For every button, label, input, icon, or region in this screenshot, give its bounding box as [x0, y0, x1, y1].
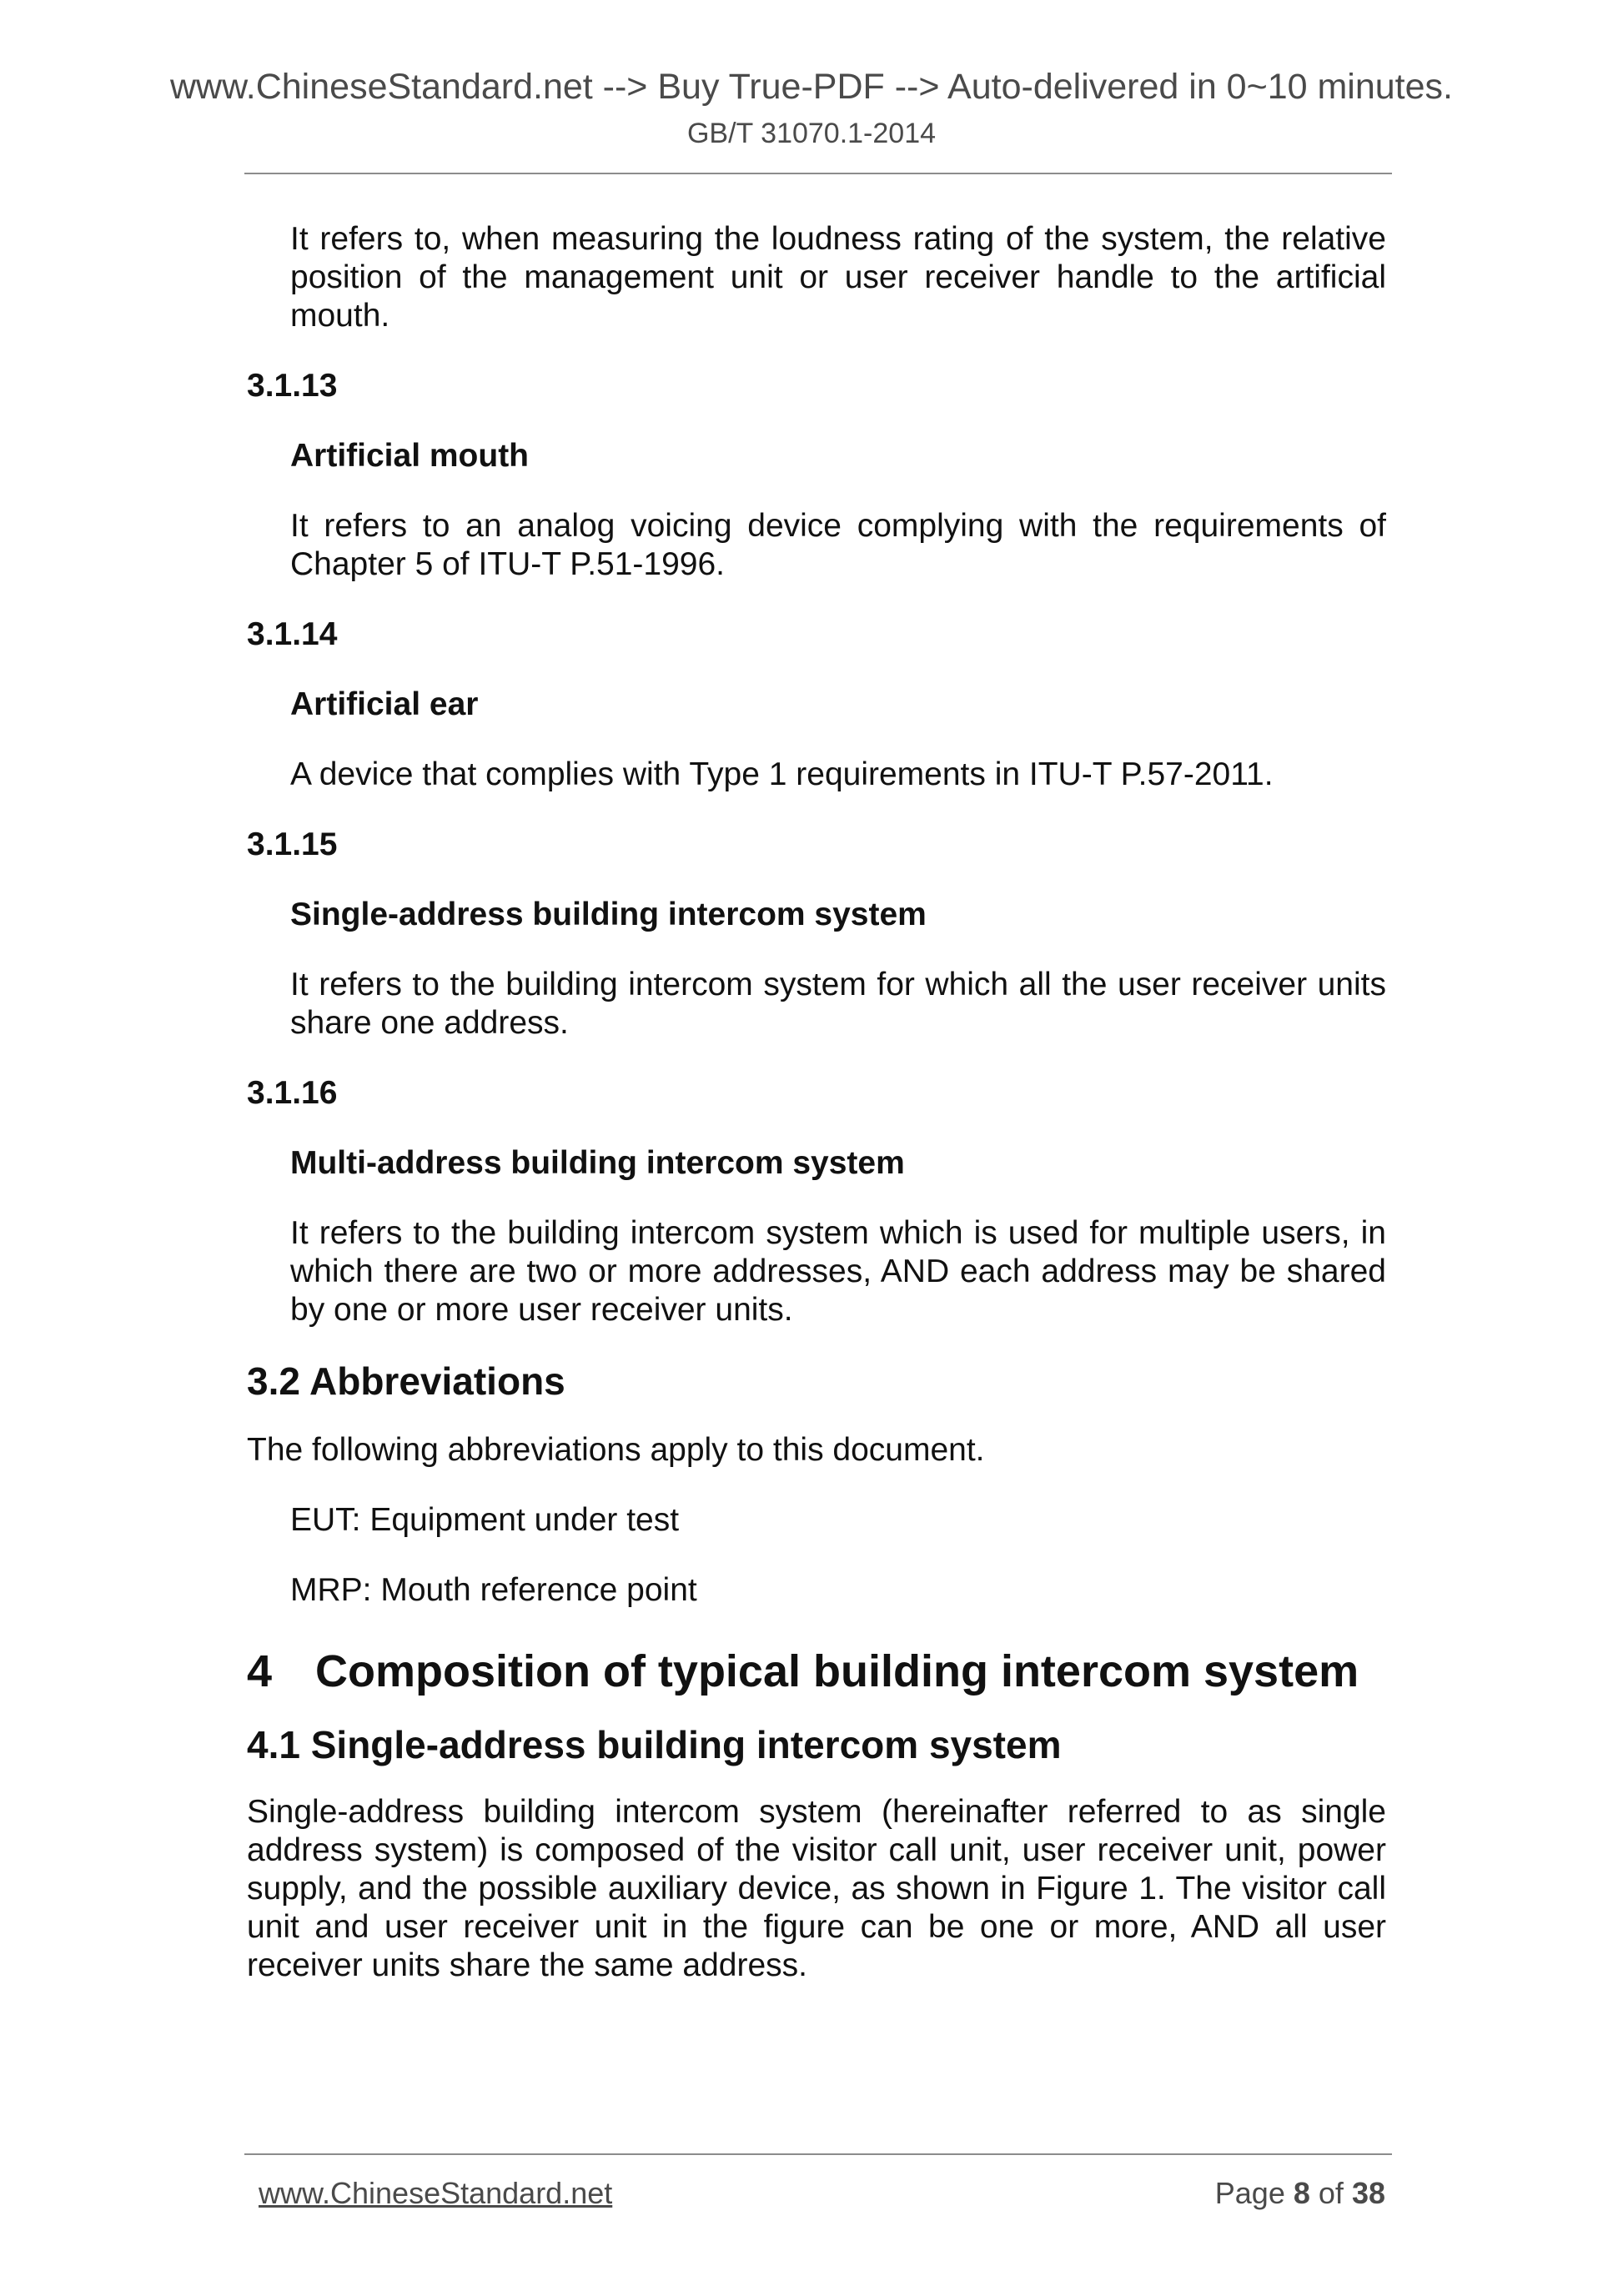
- page-current: 8: [1293, 2176, 1310, 2210]
- document-body: [247, 220, 1386, 1985]
- page-total: 38: [1351, 2176, 1385, 2210]
- header-divider: [244, 173, 1392, 174]
- footer-site-link[interactable]: www.ChineseStandard.net: [259, 2176, 613, 2210]
- section-title: Composition of typical building intercom system: [315, 1646, 1359, 1696]
- term-title: Single-address building intercom system: [290, 897, 927, 932]
- term-definition: It refers to the building intercom system for which all the user receiver units share one address.: [290, 967, 1386, 1041]
- term-number: 3.1.14: [247, 616, 338, 652]
- term-number: 3.1.15: [247, 826, 338, 862]
- abbreviation-item: EUT: Equipment under test: [290, 1502, 680, 1538]
- term-definition: A device that complies with Type 1 requirements in ITU-T P.57-2011.: [290, 756, 1274, 792]
- abbreviations-intro: The following abbreviations apply to this document.: [247, 1432, 985, 1468]
- page-of: of: [1318, 2176, 1344, 2210]
- page-indicator: [1215, 2175, 1385, 2212]
- header-standard-number: GB/T 31070.1-2014: [686, 118, 937, 149]
- abbreviation-item: MRP: Mouth reference point: [290, 1572, 697, 1608]
- term-definition: It refers to an analog voicing device complying with the requirements of Chapter 5 of ITU-T P.51-1996.: [290, 508, 1386, 582]
- continued-definition-paragraph: It refers to, when measuring the loudness rating of the system, the relative position of the management unit or user receiver handle to the artificial mouth.: [290, 221, 1386, 334]
- abbreviations-heading: 3.2 Abbreviations: [247, 1359, 565, 1403]
- term-definition: It refers to the building intercom system which is used for multiple users, in which there are two or more addresses, AND each address may be shared by one or more user receiver units.: [290, 1215, 1386, 1328]
- section-heading: [247, 1645, 1386, 1698]
- footer-divider: [244, 2153, 1392, 2155]
- term-number: 3.1.13: [247, 368, 338, 404]
- subsection-heading: 4.1 Single-address building intercom system: [247, 1723, 1062, 1766]
- term-title: Multi-address building intercom system: [290, 1145, 905, 1181]
- page-word: Page: [1214, 2176, 1285, 2210]
- header-banner: www.ChineseStandard.net --> Buy True-PDF --> Auto-delivered in 0~10 minutes.: [169, 67, 1453, 107]
- section-paragraph: Single-address building intercom system (hereinafter referred to as single address system) is composed of the visitor call unit, user receiver unit, power supply, and the possible auxiliary device, as shown in Figure 1. The visitor call unit and user receiver unit in the figure can be one or more, AND all user receiver units share the same address.: [247, 1794, 1386, 1983]
- term-number: 3.1.16: [247, 1075, 338, 1111]
- term-title: Artificial mouth: [290, 438, 530, 474]
- section-number: 4: [247, 1646, 273, 1696]
- term-title: Artificial ear: [290, 686, 479, 722]
